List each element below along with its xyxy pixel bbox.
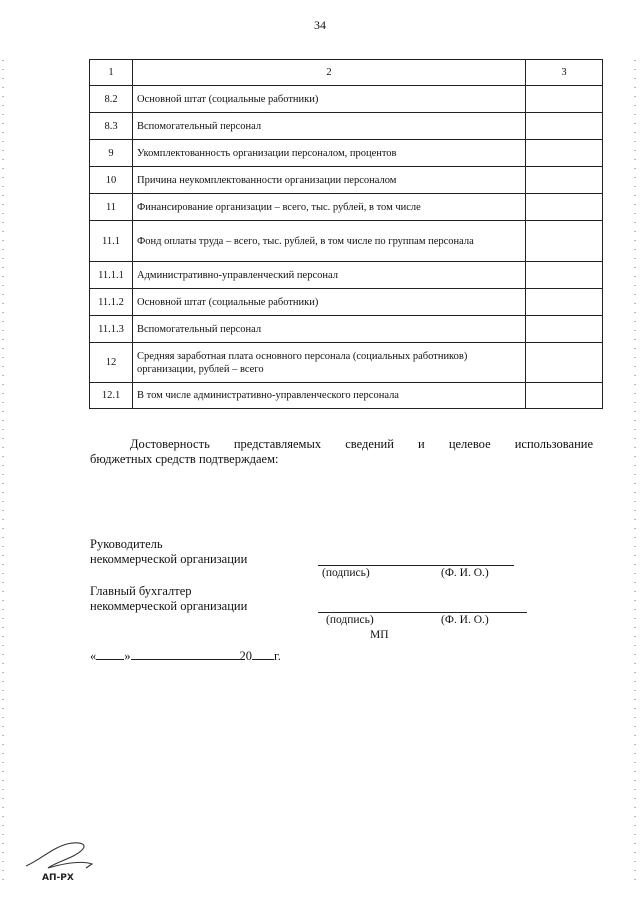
row-text: Причина неукомплектованности организации персоналом: [133, 167, 526, 194]
accountant-title-line-2: некоммерческой организации: [90, 599, 248, 613]
row-number: 11.1.2: [90, 289, 133, 316]
report-table: [89, 59, 603, 409]
table-row: [90, 343, 603, 383]
row-value: [526, 140, 603, 167]
right-margin-dots: [634, 60, 636, 880]
confirmation-text: [90, 437, 593, 467]
date-open-quote: «: [90, 649, 97, 663]
page-number: 34: [314, 18, 326, 32]
row-number: 12.1: [90, 383, 133, 409]
confirmation-line-1: Достоверность представляемых сведений и целевое использование: [130, 437, 593, 451]
table-row: [90, 262, 603, 289]
row-value: [526, 194, 603, 221]
row-value: [526, 343, 603, 383]
head-signature-line: [318, 565, 514, 566]
table-row: [90, 86, 603, 113]
row-number: 10: [90, 167, 133, 194]
accountant-title-line-1: Главный бухгалтер: [90, 584, 192, 598]
row-text: Фонд оплаты труда – всего, тыс. рублей, в том числе по группам персонала: [133, 221, 526, 262]
row-number: 8.3: [90, 113, 133, 140]
row-number: 11: [90, 194, 133, 221]
table-row: [90, 316, 603, 343]
year-blank: [252, 659, 274, 660]
row-value: [526, 316, 603, 343]
row-value: [526, 86, 603, 113]
row-number: 9: [90, 140, 133, 167]
header-cell-2: 2: [133, 60, 526, 86]
row-text: Административно-управленческий персонал: [133, 262, 526, 289]
accountant-signature-caption: (подпись): [326, 614, 374, 626]
table-header-row: [90, 60, 603, 86]
stamp-place-caption: МП: [370, 629, 389, 641]
table-row: [90, 221, 603, 262]
row-value: [526, 289, 603, 316]
left-margin-dots: [2, 60, 4, 880]
month-blank: [131, 659, 240, 660]
row-value: [526, 221, 603, 262]
row-text: В том числе административно-управленческого персонала: [133, 383, 526, 409]
handwritten-mark: [22, 838, 102, 888]
row-number: 11.1: [90, 221, 133, 262]
head-signature-caption: (подпись): [322, 567, 370, 579]
footer-mark-text: АП-РХ: [42, 873, 74, 883]
row-value: [526, 167, 603, 194]
year-prefix: 20: [239, 649, 252, 663]
row-text: Укомплектованность организации персоналом, процентов: [133, 140, 526, 167]
row-value: [526, 113, 603, 140]
accountant-name-caption: (Ф. И. О.): [441, 614, 489, 626]
day-blank: [96, 659, 124, 660]
year-suffix: г.: [274, 649, 281, 663]
header-cell-1: 1: [90, 60, 133, 86]
row-text: Финансирование организации – всего, тыс. рублей, в том числе: [133, 194, 526, 221]
row-text: Вспомогательный персонал: [133, 113, 526, 140]
table-row: [90, 289, 603, 316]
row-value: [526, 383, 603, 409]
row-number: 8.2: [90, 86, 133, 113]
confirmation-line-2: бюджетных средств подтверждаем:: [90, 452, 279, 466]
header-cell-3: 3: [526, 60, 603, 86]
head-title-line-2: некоммерческой организации: [90, 552, 248, 566]
row-text: Средняя заработная плата основного персонала (социальных работников) организации, рублей – всего: [133, 343, 526, 383]
table-row: [90, 113, 603, 140]
squiggle-signature-icon: [22, 838, 102, 883]
row-text: Вспомогательный персонал: [133, 316, 526, 343]
row-text: Основной штат (социальные работники): [133, 86, 526, 113]
date-close-quote: »: [124, 649, 131, 663]
date-line: [90, 649, 281, 664]
table-row: [90, 140, 603, 167]
row-number: 11.1.1: [90, 262, 133, 289]
accountant-title: [90, 584, 247, 614]
row-number: 12: [90, 343, 133, 383]
row-value: [526, 262, 603, 289]
head-title-line-1: Руководитель: [90, 537, 163, 551]
head-name-caption: (Ф. И. О.): [441, 567, 489, 579]
row-text: Основной штат (социальные работники): [133, 289, 526, 316]
table-row: [90, 194, 603, 221]
row-number: 11.1.3: [90, 316, 133, 343]
accountant-signature-line: [318, 612, 527, 613]
table-row: [90, 383, 603, 409]
table-row: [90, 167, 603, 194]
head-title: [90, 537, 247, 567]
